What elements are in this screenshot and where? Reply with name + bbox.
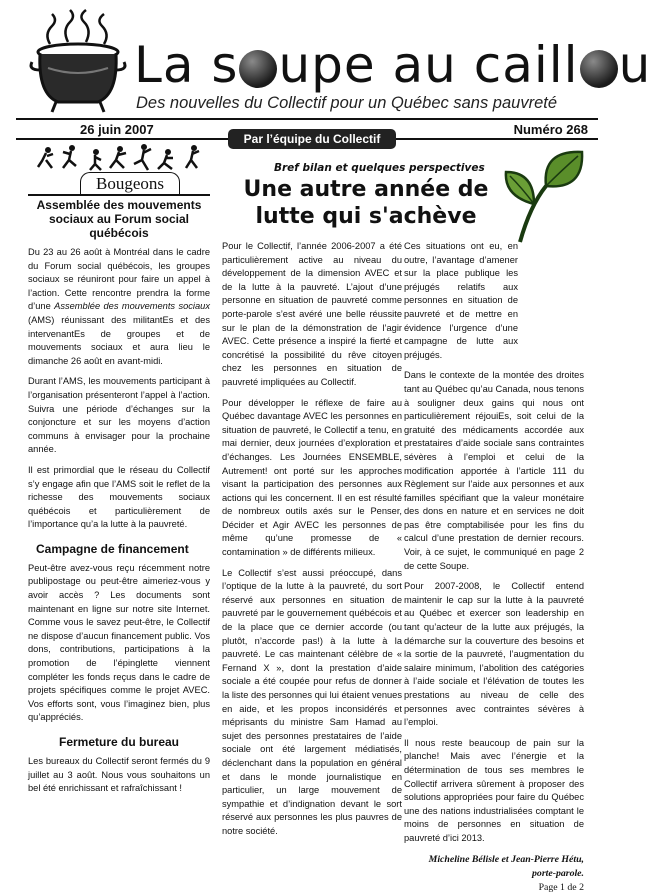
paragraph: Pour développer le réflexe de faire au Québec davantage AVEC les personnes en situation de pauvreté, le Collectif a tenu, en mai dernier, deux journées d’exploration et d’échanges. Les Journées ENSEMBLE, Autrement! ont porté sur les approches visant la participation des personnes aux actions qui les concernent. Il en est résulté de nombreux outils axés sur le Penser, Décider et Agir AVEC les personnes de même qu’une promesse de « contamination » de différents milieux.	[222, 397, 402, 558]
article-column-2	[404, 240, 584, 895]
paragraph: Ces situations ont eu, en outre, l’avantage d’amener sur la place publique les préjugés relatifs aux personnes en situation de pauvreté et de mettre en évidence l’urgence d’une campagne de lutte aux préjugés.	[404, 241, 518, 360]
paragraph: Du 23 au 26 août à Montréal dans le cadre du Forum social québécois, les groupes sociaux se réuniront pour faire un appel à l’action. Cette rencontre prendra la forme d’une Assemblée des mouvements sociaux (AMS) réunissant des militantEs et des intervenantEs de groupes et de mouvements sociaux et aura lieu le dimanche 26 août en avant-midi.	[28, 247, 210, 366]
masthead-tagline: Des nouvelles du Collectif pour un Québec sans pauvreté	[136, 94, 557, 112]
article-column-1	[222, 240, 402, 846]
section-title-assemblee: Assemblée des mouvements sociaux au Forum social québécois	[36, 198, 202, 240]
issue-date: 26 juin 2007	[80, 122, 154, 137]
paragraph: Le Collectif s’est aussi préoccupé, dans l’optique de la lutte à la pauvreté, du sort réservé aux personnes en situation de pauvreté par le gouvernement québécois et de la place que ce dernier accorde (ou plutôt, n’accorde pas!) à la lutte à la pauvreté. Le cas maintenant célèbre de « Fernand X », dont la prestation d’aide sociale a été coupée pour refus de donner la liste des personnes qui lui étaient venues en aide, et les propos inconsidérés et méprisants du ministre Sam Hamad au sujet des personnes prestataires de l’aide sociale ont été largement médiatisés, déclenchant dans la population en général et dans le monde journalistique en particulier, un large mouvement de sympathie et d’indignation devant le sort réservé aux personnes les plus pauvres de notre société.	[222, 567, 402, 836]
masthead-title: La s upe au caill u	[134, 36, 651, 94]
section-title-fermeture: Fermeture du bureau	[58, 735, 180, 749]
paragraph: Il est primordial que le réseau du Collectif s’y engage afin que l’AMS soit le reflet de la richesse des mouvements sociaux québécois et particulièrement de l’importance qu’a la lutte à la pauvreté.	[28, 464, 210, 530]
section-title-campagne: Campagne de financement	[36, 541, 189, 556]
bougeons-tab: Bougeons	[80, 172, 180, 194]
soup-pot-illustration	[28, 14, 128, 114]
signature: Micheline Bélisle et Jean-Pierre Hétu, porte-parole.	[428, 853, 584, 879]
date-rule-left	[16, 138, 228, 140]
bougeons-rule	[28, 194, 210, 196]
paragraph: Les bureaux du Collectif seront fermés du 9 juillet au 3 août. Nous vous souhaitons un bel été enrichissant et rafraîchissant !	[28, 756, 210, 794]
article-headline: Une autre année de lutte qui s'achève	[243, 177, 489, 229]
masthead-rule	[16, 118, 598, 120]
left-column	[28, 198, 210, 803]
paragraph: Il nous reste beaucoup de pain sur la planche! Mais avec l’énergie et la détermination de tous ses membres le Collectif arrivera sûrement à proposer des solutions appropriées pour faire du Québec une des nations industrialisées comptant le moins de personnes en situation de pauvreté d’ici 2013.	[404, 737, 584, 843]
pebble-o-icon	[580, 50, 618, 88]
issue-number: Numéro 268	[513, 122, 588, 137]
leaf-illustration	[500, 146, 590, 246]
page-number: Page 1 de 2	[538, 881, 584, 893]
pebble-o-icon	[239, 50, 277, 88]
runners-illustration	[38, 144, 210, 174]
paragraph: Dans le contexte de la montée des droites tant au Québec qu’au Canada, nous tenons à souligner deux gains qui nous ont particulièrement réjouiEs, soit celui de la gratuité des médicaments accordée aux prestataires d’aide sociale sans contraintes sévères à l’emploi et celui de la modification apportée à l’article 111 du Règlement sur l’aide aux personnes et aux familles spécifiant que la valeur monétaire des dons en nature et en services ne doit pas être comptabilisée pour les fins du calcul d’une prestation de dernier recours. Voir, à ce sujet, le communiqué en page 2 de cette Soupe.	[404, 370, 584, 571]
paragraph: Durant l’AMS, les mouvements participant à l’organisation présenteront l’appel à l’action. Suivra une période d’échanges sur la conjoncture et sur les moyens d’action communs à envisager pour la prochaine année.	[28, 376, 210, 455]
paragraph: Pour 2007-2008, le Collectif entend maintenir le cap sur la lutte à la pauvreté au Québec et exercer son leadership en tant qu’acteur de la lutte aux préjugés, la démarche sur la couverture des besoins et la sortie de la pauvreté, l’augmentation du salaire minimum, l’abolition des catégories à l’aide sociale et l’élévation de toutes les prestations au niveau de celle des personnes avec contraintes sévères à l’emploi.	[404, 581, 584, 728]
byline-badge: Par l’équipe du Collectif	[228, 129, 396, 149]
paragraph: Peut-être avez-vous reçu récemment notre publipostage ou peut-être aimeriez-vous y avoir accès ? Les documents sont maintenant en ligne sur notre site Internet. Comme vous le savez peut-être, le Collectif ne dispose d’aucun financement public. Vos dons, contributions, participations à la promotion de l’épinglette viennent compléter les fonds reçus dans le cadre de projets spécifiques comme le projet AVEC. Vos efforts sont, vous l’imaginez bien, plus qu’appréciés.	[28, 562, 210, 723]
paragraph: Pour le Collectif, l’année 2006-2007 a été particulièrement active au niveau du développement de la dimension AVEC et de la lutte à la pauvreté. L’ajout d’une personne en situation de pauvreté comme porte-parole s’est avéré une belle réussite sur le plan de la démonstration de l’agir AVEC. Cette présence a inspiré la fierté et concrétisé la possibilité du rêve citoyen chez les personnes en situation de pauvreté impliquées au Collectif.	[222, 241, 402, 387]
date-rule-right	[396, 138, 598, 140]
article-kicker: Bref bilan et quelques perspectives	[274, 162, 485, 174]
